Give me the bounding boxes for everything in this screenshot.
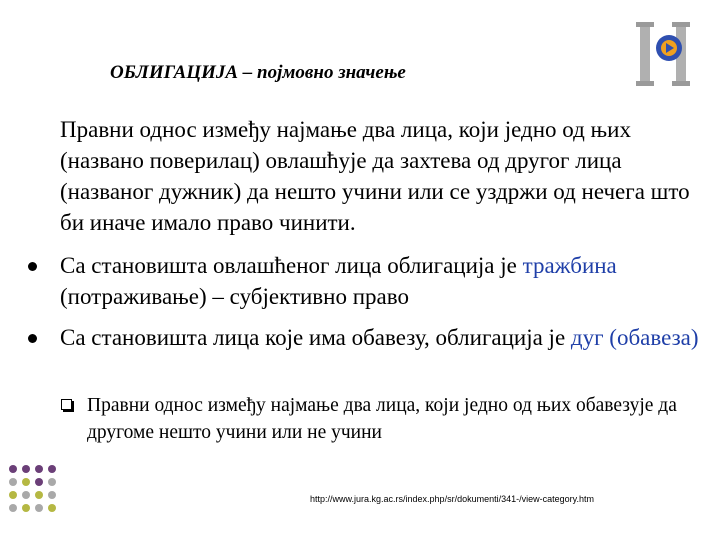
sub-bullet-item [87, 392, 687, 446]
bullet-1-rest: (потраживање) – субјективно право [60, 284, 409, 309]
decor-dot [48, 504, 56, 512]
decor-dot [35, 504, 43, 512]
bullet-2-text: Са становишта лица које има обавезу, облигација је [60, 325, 566, 350]
decor-dot [35, 478, 43, 486]
slide-title: ОБЛИГАЦИЈА – појмовно значење [110, 62, 406, 83]
bullet-item-1 [60, 250, 700, 312]
checkbox-bullet-icon [61, 399, 72, 410]
source-url[interactable]: http://www.jura.kg.ac.rs/index.php/sr/dokumenti/341-/view-category.htm [310, 494, 594, 504]
bullet-1-highlight: тражбина [522, 253, 617, 278]
bullet-2-highlight: дуг (обавеза) [570, 325, 699, 350]
decor-dot [22, 504, 30, 512]
university-logo [636, 18, 696, 90]
decor-dot [9, 491, 17, 499]
decor-dot [48, 465, 56, 473]
decor-dot [35, 465, 43, 473]
bullet-item-2 [60, 322, 700, 353]
logo-left-bar [640, 22, 650, 86]
decor-dot [48, 478, 56, 486]
decor-dot [9, 465, 17, 473]
decor-dot [35, 491, 43, 499]
bullet-1-text: Са становишта овлашћеног лица облигација је [60, 253, 517, 278]
decorative-dot-grid [9, 465, 56, 512]
decor-dot [9, 504, 17, 512]
sub-bullet-text: Правни однос између најмање два лица, који једно од њих обавезује да другоме нешто учини или не учини [87, 395, 677, 443]
round-bullet-icon [28, 334, 37, 343]
intro-paragraph: Правни однос између најмање два лица, који једно од њих (названо поверилац) овлашћује да захтева од другог лица (названог дужник) да нешто учини или се уздржи од нечега што би иначе имало право чинити. [60, 117, 690, 235]
decor-dot [48, 491, 56, 499]
decor-dot [22, 478, 30, 486]
round-bullet-icon [28, 262, 37, 271]
decor-dot [22, 491, 30, 499]
decor-dot [9, 478, 17, 486]
decor-dot [22, 465, 30, 473]
